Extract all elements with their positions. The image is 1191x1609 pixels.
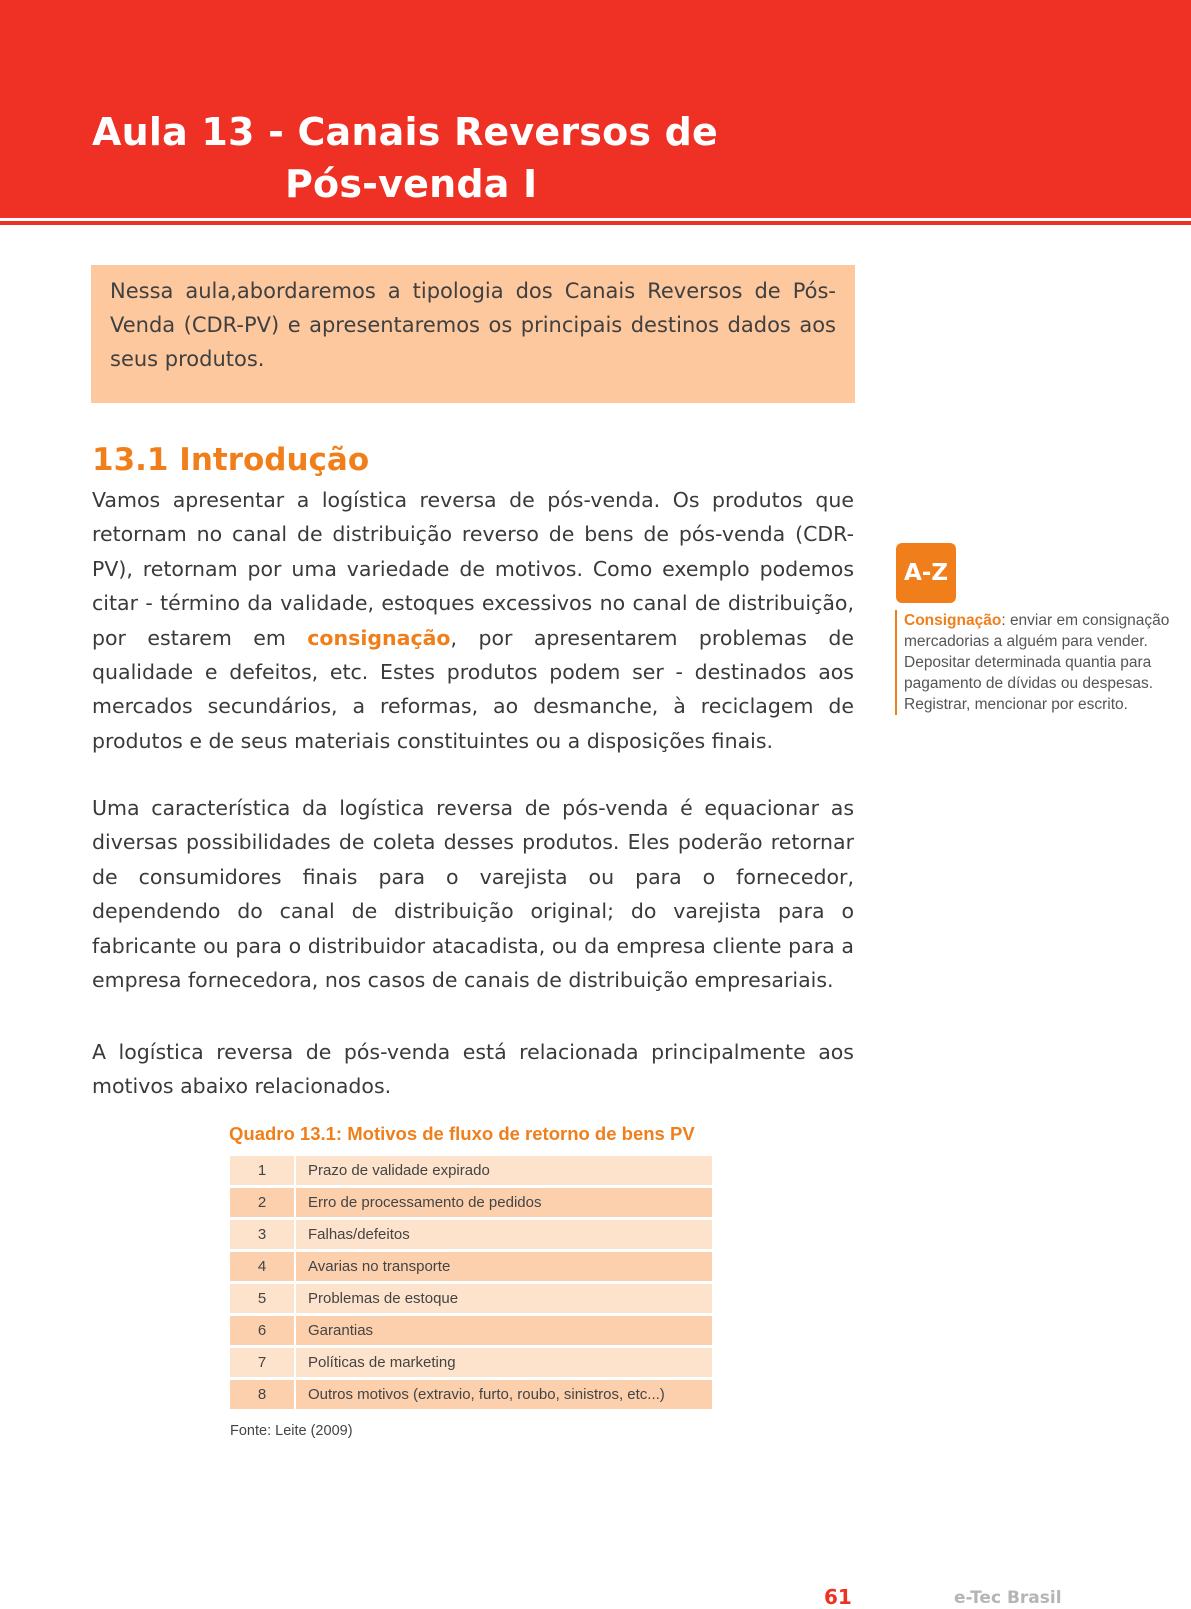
- glossary-term-link[interactable]: consignação: [307, 625, 451, 650]
- row-text: Garantias: [296, 1316, 712, 1345]
- page-number: 61: [824, 1585, 852, 1609]
- row-number: 5: [230, 1284, 296, 1313]
- footer-brand: e-Tec Brasil: [954, 1588, 1062, 1608]
- intro-box: [91, 265, 855, 403]
- table-row: [230, 1348, 712, 1377]
- table-row: [230, 1316, 712, 1345]
- header-divider-line: [0, 221, 1191, 225]
- row-number: 3: [230, 1220, 296, 1249]
- lesson-title-line2: Pós-venda I: [285, 162, 538, 206]
- row-text: Políticas de marketing: [296, 1348, 712, 1377]
- paragraph-1-start: Vamos apresentar a logística reversa de pós-venda. Os produtos que retornam no canal de distribuição reverso de bens de pós-venda (CDR-PV), retornam por uma variedade de motivos. Como exemplo podemos citar - término da validade, estoques excessivos no canal de distribuição, por estarem em: [92, 488, 854, 650]
- glossary-definition: : enviar em consignação mercadorias a alguém para vender. Depositar determinada quantia para pagamento de dívidas ou despesas. Registrar, mencionar por escrito.: [904, 612, 1170, 713]
- row-text: Avarias no transporte: [296, 1252, 712, 1281]
- row-number: 1: [230, 1156, 296, 1185]
- row-number: 7: [230, 1348, 296, 1377]
- row-number: 4: [230, 1252, 296, 1281]
- table-row: [230, 1220, 712, 1249]
- lesson-title: [92, 106, 718, 210]
- row-text: Problemas de estoque: [296, 1284, 712, 1313]
- lesson-title-line1: Aula 13 - Canais Reversos de: [92, 110, 719, 154]
- row-number: 8: [230, 1380, 296, 1409]
- table-row: [230, 1156, 712, 1185]
- paragraph-2: Uma característica da logística reversa de pós-venda é equacionar as diversas possibilidades de coleta desses produtos. Eles poderão retornar de consumidores finais para o varejista ou para o fornecedor, dependendo do canal de distribuição original; do varejista para o fabricante ou para o distribuidor atacadista, ou da empresa cliente para a empresa fornecedora, nos casos de canais de distribuição empresariais.: [92, 796, 854, 993]
- glossary-term: Consignação: [904, 612, 1002, 629]
- paragraph-3: A logística reversa de pós-venda está relacionada principalmente aos motivos abaixo relacionados.: [92, 1040, 854, 1099]
- intro-text: Nessa aula,abordaremos a tipologia dos Canais Reversos de Pós-Venda (CDR-PV) e apresentaremos os principais destinos dados aos seus produtos.: [110, 279, 836, 371]
- row-text: Prazo de validade expirado: [296, 1156, 712, 1185]
- row-number: 6: [230, 1316, 296, 1345]
- motivos-table: [230, 1153, 712, 1412]
- row-number: 2: [230, 1188, 296, 1217]
- table-caption: Quadro 13.1: Motivos de fluxo de retorno de bens PV: [229, 1123, 695, 1144]
- row-text: Falhas/defeitos: [296, 1220, 712, 1249]
- glossary-badge-icon: A-Z: [896, 543, 956, 603]
- paragraph-1: [92, 483, 854, 758]
- table-row: [230, 1252, 712, 1281]
- glossary-note: [895, 610, 1189, 715]
- table-row: [230, 1188, 712, 1217]
- row-text: Erro de processamento de pedidos: [296, 1188, 712, 1217]
- paragraph-1-end: , por apresentarem problemas de qualidade e defeitos, etc. Estes produtos podem ser - destinados aos mercados secundários, a reformas, ao desmanche, à reciclagem de produtos e de seus materiais constituintes ou a disposições finais.: [92, 625, 854, 753]
- row-text: Outros motivos (extravio, furto, roubo, sinistros, etc...): [296, 1380, 712, 1409]
- table-row: [230, 1284, 712, 1313]
- table-row: [230, 1380, 712, 1409]
- table-source: Fonte: Leite (2009): [230, 1423, 353, 1439]
- section-title: 13.1 Introdução: [92, 442, 370, 478]
